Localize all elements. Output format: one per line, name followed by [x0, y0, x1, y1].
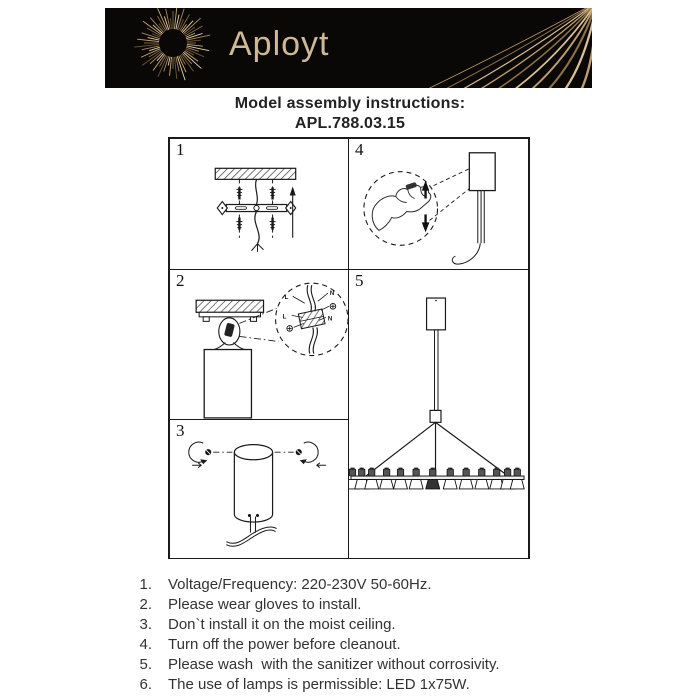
diagram-step-1-mount-bracket — [170, 139, 348, 269]
wire-label-L1: L — [284, 295, 289, 302]
list-item — [105, 675, 595, 695]
list-item — [105, 635, 595, 655]
ray-fan-decoration — [405, 8, 592, 88]
step-panel-5 — [349, 270, 528, 558]
item-number: 5. — [139, 656, 152, 673]
item-number: 1. — [139, 576, 152, 593]
diagram-step-5-assembled-chandelier — [349, 270, 528, 558]
wire-label-L2: L — [282, 314, 287, 321]
ground-symbol-icon — [287, 326, 293, 332]
step-panel-2 — [170, 270, 349, 420]
ground-symbol-icon — [330, 303, 336, 309]
instruction-list — [105, 575, 595, 695]
step-number-1: 1 — [176, 140, 185, 159]
item-text: Voltage/Frequency: 220-230V 50-60Hz. — [168, 576, 432, 593]
item-number: 6. — [139, 676, 152, 693]
list-item — [105, 655, 595, 675]
step-number-3: 3 — [176, 421, 185, 440]
item-number: 4. — [139, 636, 152, 653]
step-panel-3 — [170, 420, 349, 558]
step-number-2: 2 — [176, 271, 185, 290]
sunburst-logo-icon — [134, 8, 210, 80]
banner-decor — [105, 8, 592, 88]
diagram-step-3-fix-canopy — [170, 420, 348, 558]
wire-label-N1: N — [329, 291, 335, 298]
list-item — [105, 615, 595, 635]
step-number-5: 5 — [355, 271, 364, 290]
item-text: Don`t install it on the moist ceiling. — [168, 616, 396, 633]
item-number: 2. — [139, 596, 152, 613]
title-block — [0, 94, 700, 133]
assembly-steps-grid — [168, 137, 530, 559]
step-number-4: 4 — [355, 140, 364, 159]
list-item — [105, 595, 595, 615]
brand-banner — [105, 8, 592, 88]
item-number: 3. — [139, 616, 152, 633]
step-panel-4 — [349, 139, 528, 270]
list-item — [105, 575, 595, 595]
wire-label-N2: N — [327, 316, 333, 323]
step-panel-1 — [170, 139, 349, 270]
item-text: Turn off the power before cleanout. — [168, 636, 401, 653]
diagram-step-4-adjust-height — [349, 139, 528, 269]
item-text: Please wash with the sanitizer without corrosivity. — [168, 656, 500, 673]
item-text: Please wear gloves to install. — [168, 596, 362, 613]
page-title: Model assembly instructions: — [234, 95, 466, 112]
item-text: The use of lamps is permissible: LED 1x75W. — [168, 676, 470, 693]
brand-logo-text: Aployt — [229, 25, 330, 63]
model-number: APL.788.03.15 — [294, 114, 406, 132]
diagram-step-2-wiring — [170, 270, 348, 419]
